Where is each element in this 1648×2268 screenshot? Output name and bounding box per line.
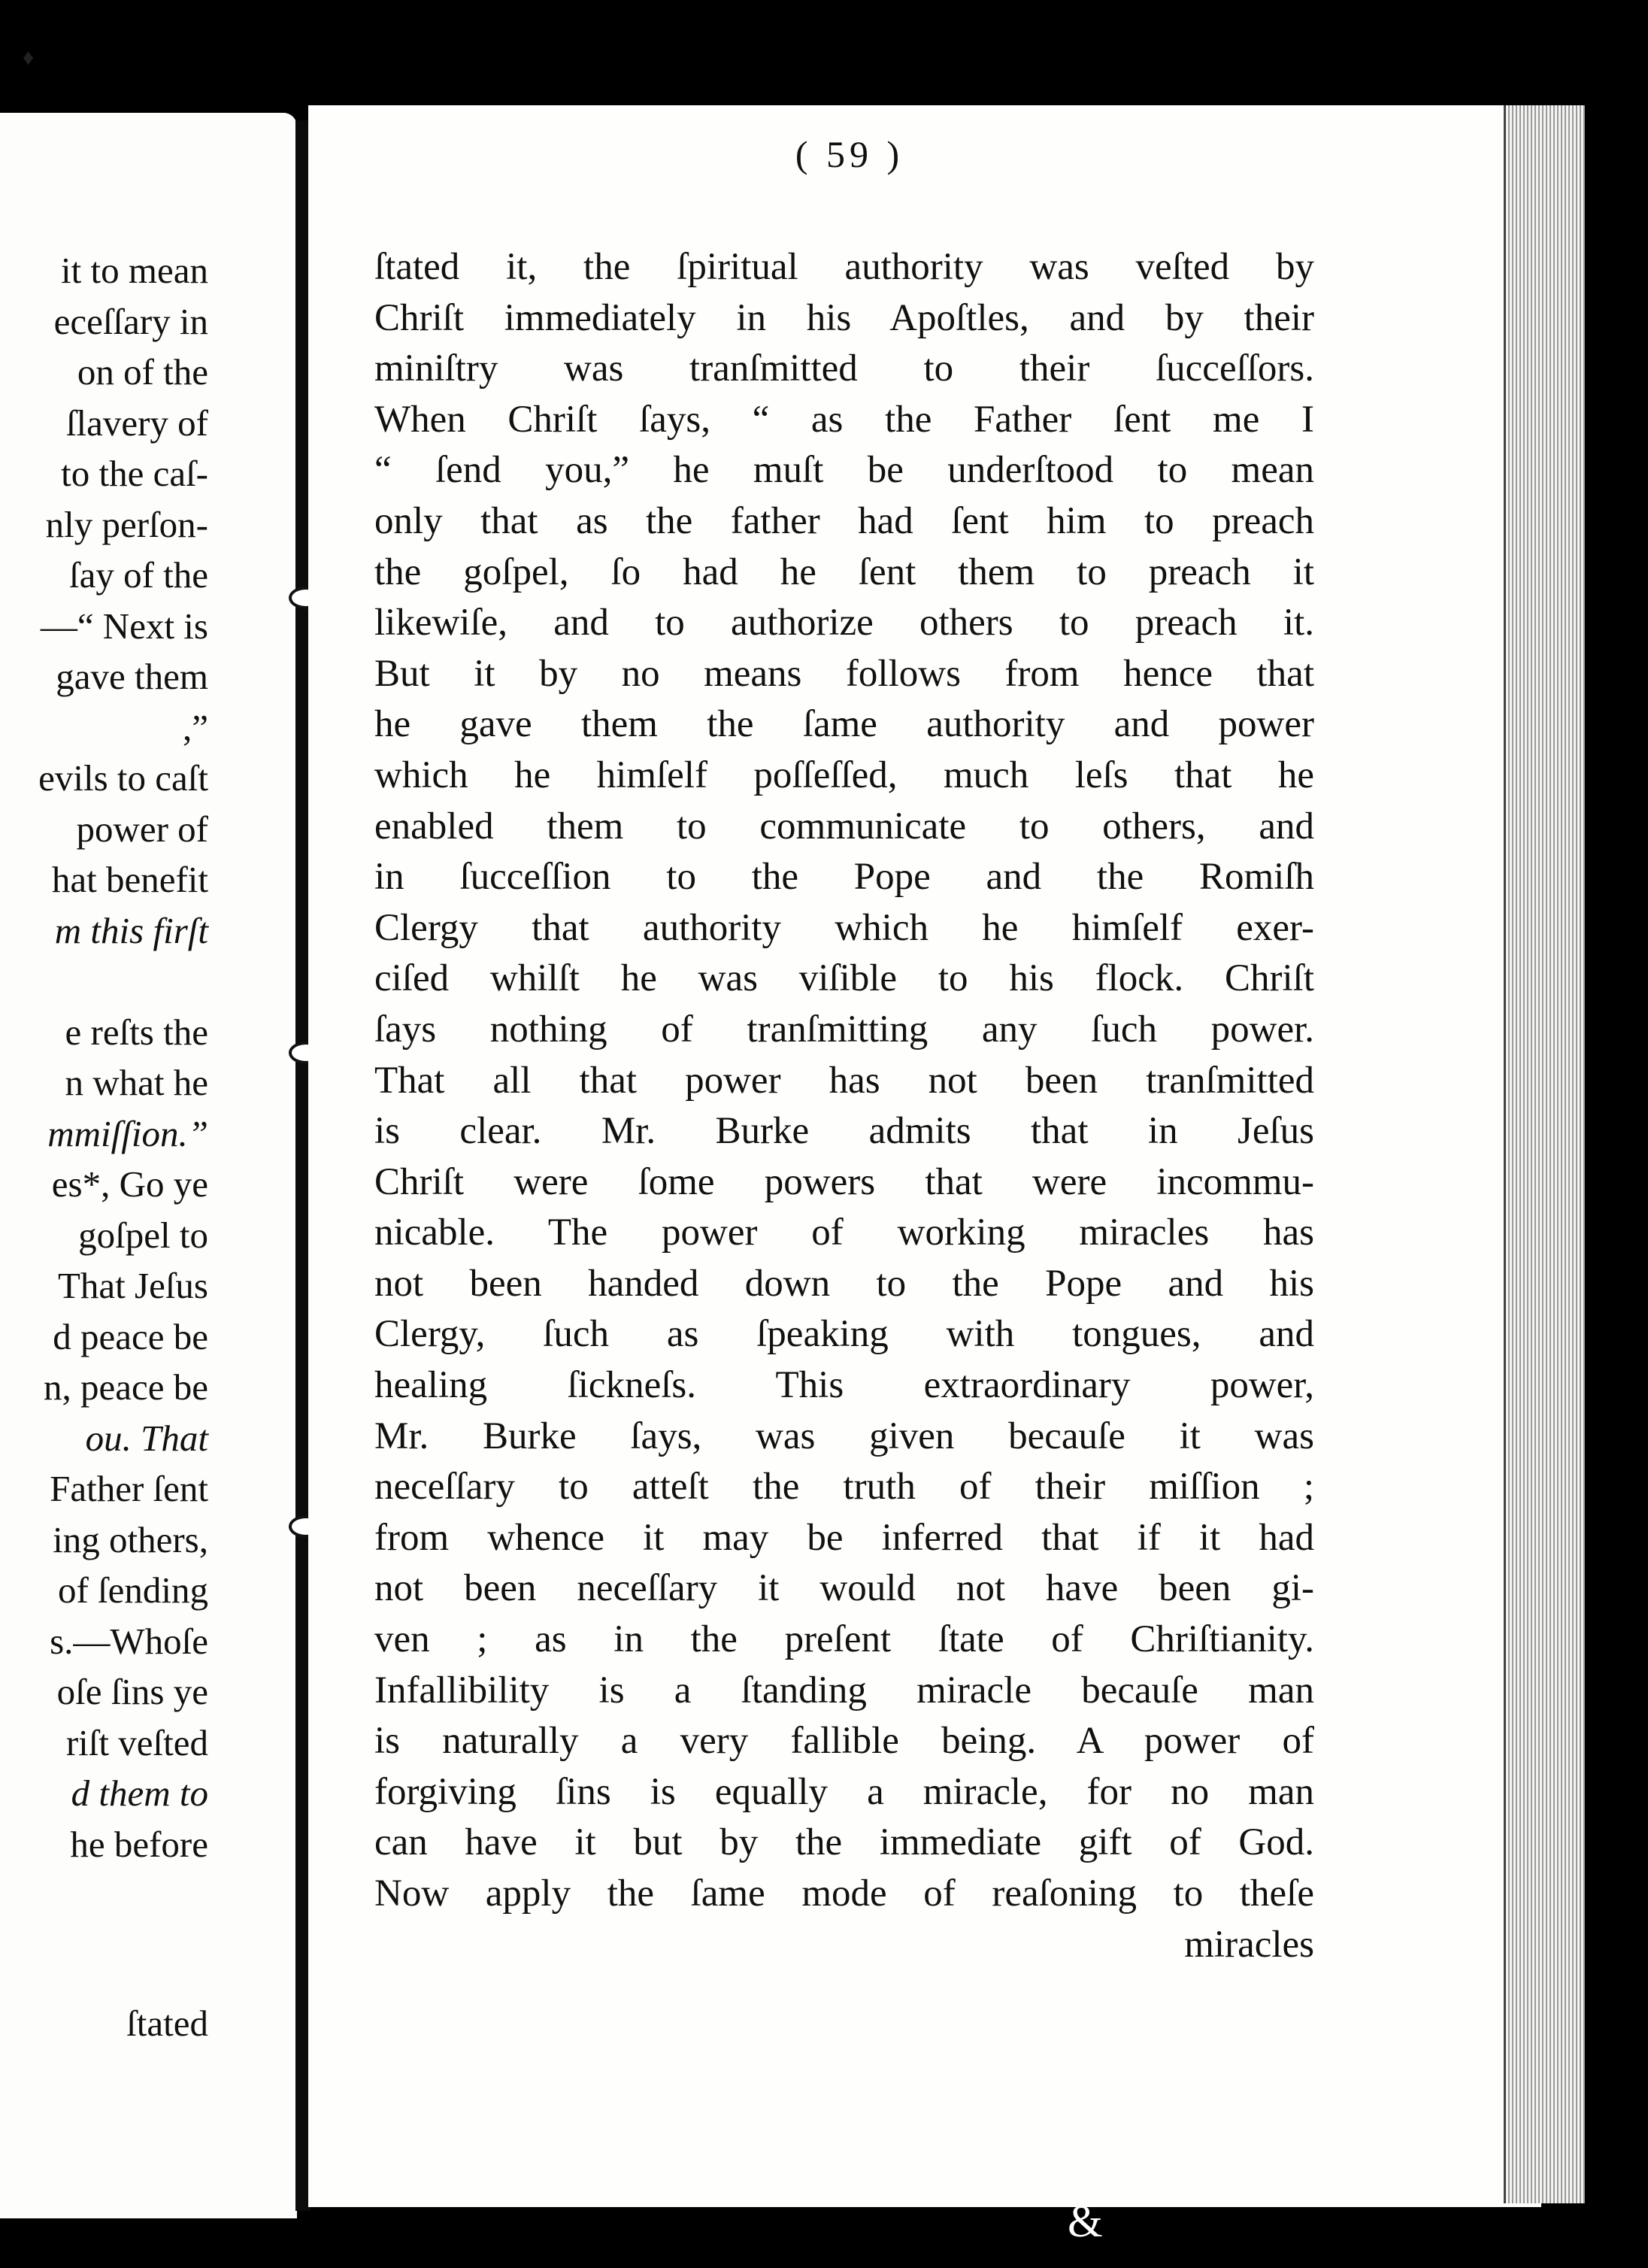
left-page-text [0, 245, 208, 1869]
text-line: But it by no means follows from hence that [374, 652, 1314, 695]
text-line: riſt veſted [65, 1721, 208, 1763]
text-line: nicable. The power of working miracles has [374, 1211, 1314, 1254]
text-line: is clear. Mr. Burke admits that in Jeſus [374, 1110, 1314, 1153]
text-line: in ſucceſſion to the Pope and the Romiſh [374, 856, 1314, 899]
text-line: is naturally a very fallible being. A power of [374, 1720, 1314, 1763]
text-line: enabled them to communicate to others, and [374, 805, 1314, 847]
text-line: nly perſon- [45, 503, 208, 545]
text-line: oſe ſins ye [56, 1671, 208, 1712]
text-line: ciſed whilſt he was viſible to his flock. Chriſt [374, 957, 1314, 1000]
text-line: forgiving ſins is equally a miracle, for no man [374, 1770, 1314, 1813]
text-line: Now apply the ſame mode of reaſoning to theſe [374, 1872, 1314, 1915]
text-line: When Chriſt ſays, “ as the Father ſent me I [374, 398, 1314, 441]
text-line: Clergy that authority which he himſelf exer- [374, 906, 1314, 949]
text-line: Father ſent [50, 1468, 208, 1509]
page-number: ( 59 ) [795, 133, 904, 175]
text-line: to the caſ- [61, 453, 208, 494]
text-line: Chriſt were ſome powers that were incommu- [374, 1160, 1314, 1203]
text-line: ſays nothing of tranſmitting any ſuch power. [374, 1008, 1314, 1051]
text-line: Chriſt immediately in his Apoſtles, and by their [374, 296, 1314, 339]
text-line: healing ſickneſs. This extraordinary power, [374, 1364, 1314, 1407]
text-line: goſpel to [78, 1214, 208, 1256]
text-line: That all that power has not been tranſmitted [374, 1059, 1314, 1102]
text-line: power of [76, 808, 208, 850]
text-line: mmiſſion.” [47, 1112, 208, 1154]
text-line: the goſpel, ſo had he ſent them to preach it [374, 550, 1314, 593]
text-line: miniſtry was tranſmitted to their ſucceſſors. [374, 347, 1314, 390]
text-line: e reſts the [65, 1011, 208, 1053]
text-line: Mr. Burke ſays, was given becauſe it was [374, 1414, 1314, 1457]
text-line: neceſſary to atteſt the truth of their miſſion ; [374, 1466, 1314, 1508]
text-line: which he himſelf poſſeſſed, much leſs that he [374, 753, 1314, 796]
speck-mark: & [1068, 2197, 1103, 2246]
text-line: he before [70, 1823, 208, 1865]
text-line: on of the [77, 351, 208, 393]
text-line: miracles [1184, 1923, 1314, 1966]
text-line: Clergy, ſuch as ſpeaking with tongues, and [374, 1313, 1314, 1356]
text-line: only that as the father had ſent him to preach [374, 499, 1314, 542]
text-line: ou. That [85, 1417, 208, 1459]
text-line: from whence it may be inferred that if it had [374, 1516, 1314, 1559]
text-line: d them to [71, 1772, 208, 1814]
text-line: —“ Next is [40, 605, 208, 647]
text-line: n, peace be [44, 1366, 208, 1408]
text-line: of ſending [57, 1569, 208, 1611]
text-line: hat benefit [51, 859, 208, 900]
text-line: s.—Whoſe [50, 1620, 208, 1662]
text-line: ven ; as in the preſent ſtate of Chriſtianity. [374, 1618, 1314, 1661]
left-catchword: ſtated [126, 2003, 208, 2044]
text-line: ſlavery of [65, 402, 208, 444]
right-page-text [374, 242, 1314, 1970]
text-line: he gave them the ſame authority and power [374, 703, 1314, 746]
text-line: ing others, [53, 1518, 208, 1560]
text-line: es*, Go ye [51, 1163, 208, 1205]
text-line: not been handed down to the Pope and his [374, 1262, 1314, 1305]
speck-mark: ♦ [23, 45, 35, 70]
text-line: ſay of the [68, 554, 208, 596]
text-line: Infallibility is a ſtanding miracle becauſe man [374, 1669, 1314, 1712]
text-line: ſtated it, the ſpiritual authority was veſted by [374, 246, 1314, 288]
text-line: not been neceſſary it would not have been gi- [374, 1567, 1314, 1610]
text-line: it to mean [61, 250, 208, 291]
left-page [0, 113, 297, 2218]
text-line: m this firſt [54, 909, 208, 951]
text-line: gave them [56, 656, 208, 697]
page-edge [1504, 105, 1585, 2203]
text-line: d peace be [53, 1315, 208, 1357]
text-line: n what he [65, 1062, 208, 1103]
text-line: eceſſary in [53, 300, 208, 342]
text-line: can have it but by the immediate gift of God. [374, 1821, 1314, 1864]
text-line [0, 956, 208, 1007]
text-line: evils to caſt [38, 757, 208, 799]
text-line: That Jeſus [57, 1265, 208, 1306]
text-line: “ ſend you,” he muſt be underſtood to mean [374, 449, 1314, 492]
text-line: likewiſe, and to authorize others to preach it. [374, 602, 1314, 644]
text-line: ,” [183, 706, 208, 748]
